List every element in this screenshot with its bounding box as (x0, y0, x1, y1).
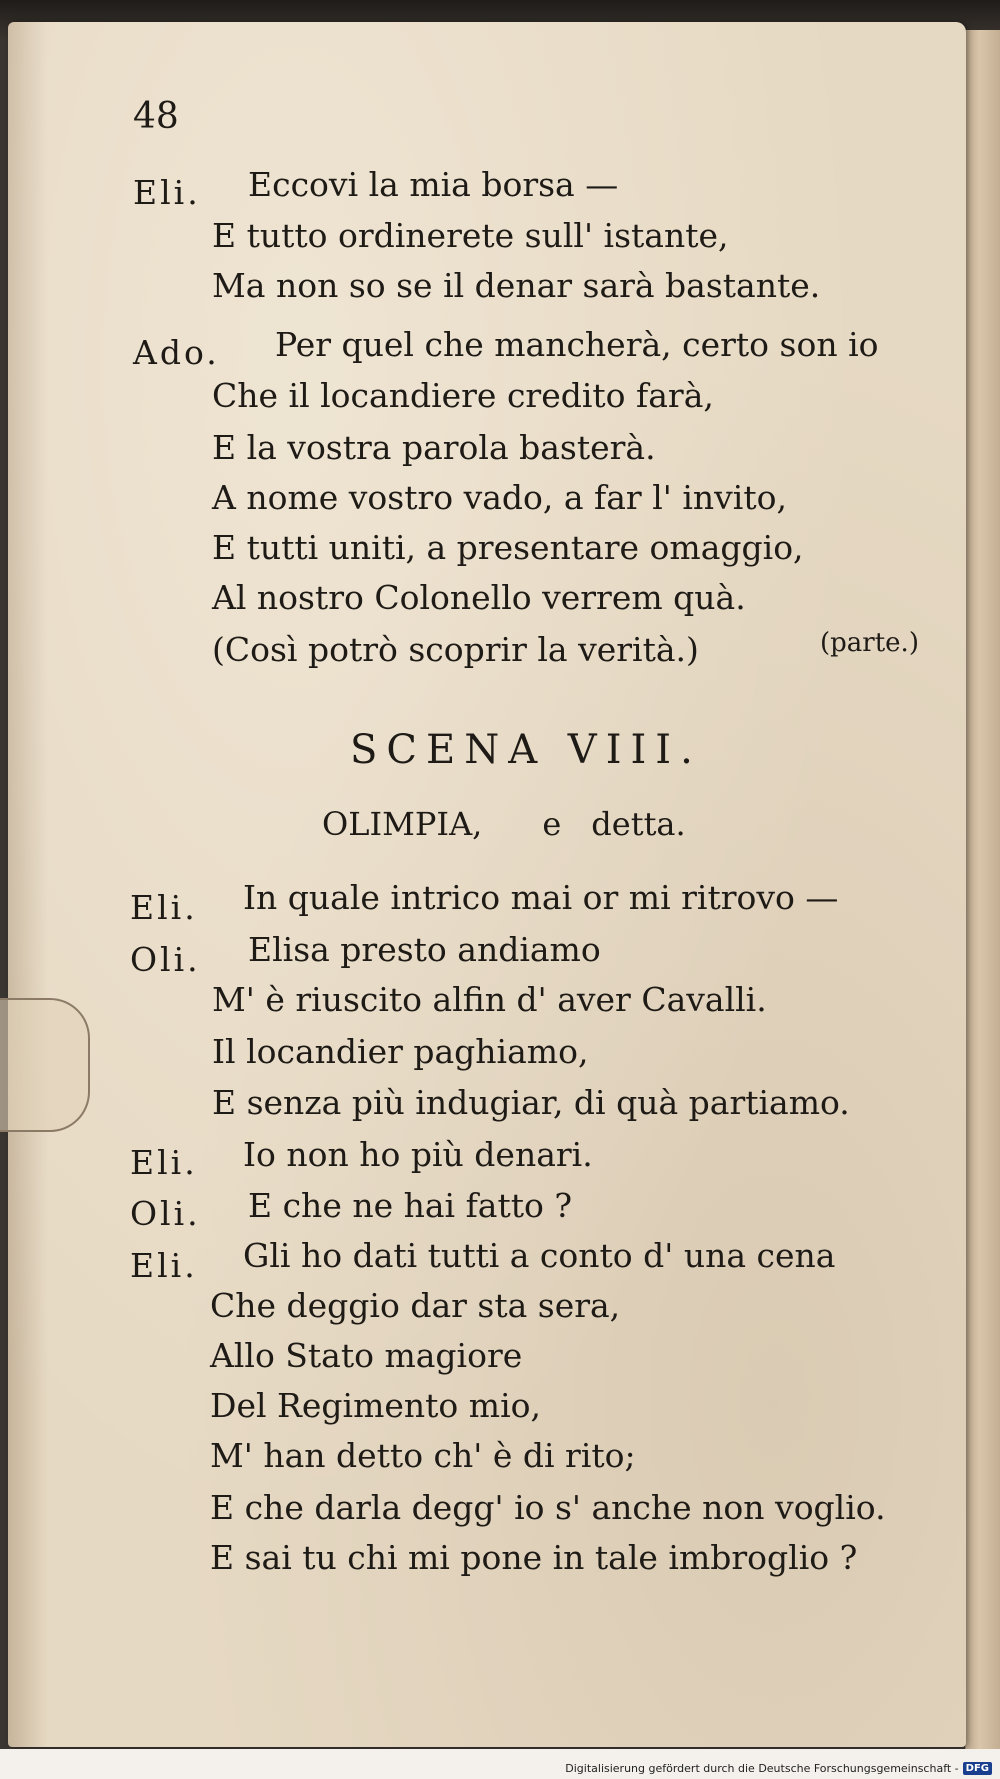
verse-line: (Così potrò scoprir la verità.) (212, 630, 699, 669)
verse-line: Eccovi la mia borsa — (248, 165, 619, 204)
verse-line: E che ne hai fatto ? (248, 1186, 573, 1225)
verse-line: Del Regimento mio, (210, 1386, 541, 1425)
footer-credit-text: Digitalisierung gefördert durch die Deutsche Forschungsgemeinschaft - (565, 1762, 959, 1775)
scene-heading: SCENA VIII. (350, 727, 702, 773)
speaker-label: Eli. (133, 173, 201, 212)
verse-line: E tutti uniti, a presentare omaggio, (212, 528, 804, 567)
character-list (322, 805, 686, 843)
verse-line: Ma non so se il denar sarà bastante. (212, 266, 821, 305)
verse-line: Per quel che mancherà, certo son io (275, 325, 879, 364)
verse-line: Allo Stato magiore (210, 1336, 523, 1375)
speaker-label: Eli. (130, 1143, 198, 1182)
verse-line: Elisa presto andiamo (248, 930, 601, 969)
page-edge-right (965, 30, 1000, 1750)
page-tab-marker (0, 998, 90, 1132)
verse-line: Gli ho dati tutti a conto d' una cena (243, 1236, 836, 1275)
verse-line: E senza più indugiar, di quà partiamo. (212, 1083, 850, 1122)
page-number: 48 (133, 96, 179, 137)
verse-line: A nome vostro vado, a far l' invito, (212, 478, 787, 517)
verse-line: Che deggio dar sta sera, (210, 1286, 621, 1325)
speaker-label: Eli. (130, 888, 198, 927)
speaker-label: Oli. (130, 940, 201, 979)
verse-line: Io non ho più denari. (243, 1135, 593, 1174)
verse-line: E tutto ordinerete sull' istante, (212, 216, 729, 255)
speaker-label: Ado. (133, 333, 220, 372)
dfg-logo: DFG (963, 1762, 992, 1775)
verse-line: Al nostro Colonello verrem quà. (212, 578, 746, 617)
verse-line: E la vostra parola basterà. (212, 428, 656, 467)
verse-line: Che il locandiere credito farà, (212, 376, 714, 415)
verse-line: Il locandier paghiamo, (212, 1032, 589, 1071)
verse-line: E che darla degg' io s' anche non voglio. (210, 1488, 886, 1527)
verse-line: E sai tu chi mi pone in tale imbroglio ? (210, 1538, 858, 1577)
speaker-label: Oli. (130, 1194, 201, 1233)
verse-line: M' han detto ch' è di rito; (210, 1436, 636, 1475)
stage-direction: (parte.) (820, 628, 919, 658)
character-rest: detta. (591, 805, 686, 843)
character-name: OLIMPIA, (322, 805, 483, 843)
verse-line: M' è riuscito alfin d' aver Cavalli. (212, 980, 767, 1019)
speaker-label: Eli. (130, 1246, 198, 1285)
character-conjunction: e (542, 805, 562, 843)
verse-line: In quale intrico mai or mi ritrovo — (243, 878, 839, 917)
footer-credit (565, 1762, 992, 1775)
footer-bar (0, 1749, 1000, 1779)
